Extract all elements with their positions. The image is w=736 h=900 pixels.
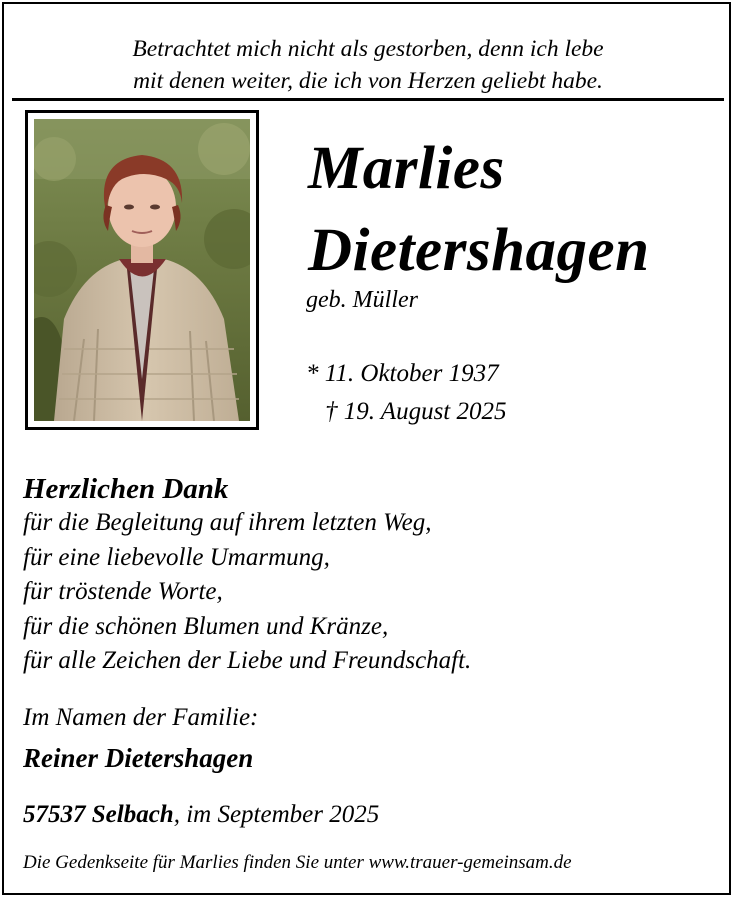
thanks-line: für die schönen Blumen und Kränze, xyxy=(23,612,389,640)
place-city: 57537 Selbach xyxy=(23,801,174,828)
divider-rule xyxy=(12,98,724,101)
family-signatory: Reiner Dietershagen xyxy=(23,743,254,773)
birth-name: geb. Müller xyxy=(306,287,418,313)
first-name: Marlies xyxy=(308,135,505,202)
thanks-line: für die Begleitung auf ihrem letzten Weg, xyxy=(23,509,432,536)
memorial-quote xyxy=(0,33,736,97)
last-name: Dietershagen xyxy=(308,217,650,284)
quote-line: Betrachtet mich nicht als gestorben, denn ich lebe xyxy=(132,36,604,62)
portrait-frame xyxy=(25,110,259,430)
place-date-line xyxy=(23,798,379,832)
thanks-line: für tröstende Worte, xyxy=(23,578,223,605)
place-date: , im September 2025 xyxy=(173,801,380,828)
thanks-line: für eine liebevolle Umarmung, xyxy=(23,543,330,571)
portrait-illustration xyxy=(34,119,250,421)
quote-line: mit denen weiter, die ich von Herzen geliebt habe. xyxy=(133,68,603,94)
family-label: Im Namen der Familie: xyxy=(23,704,259,731)
death-date: † 19. August 2025 xyxy=(325,398,507,425)
portrait-photo xyxy=(34,119,250,421)
memorial-page-link: Die Gedenkseite für Marlies finden Sie unter www.trauer-gemeinsam.de xyxy=(23,852,572,873)
deceased-name xyxy=(308,128,650,292)
thanks-list xyxy=(23,506,471,679)
thanks-line: für alle Zeichen der Liebe und Freundschaft. xyxy=(23,647,472,674)
birth-date: * 11. Oktober 1937 xyxy=(306,360,499,387)
thanks-title: Herzlichen Dank xyxy=(23,473,229,505)
life-dates xyxy=(306,355,507,431)
